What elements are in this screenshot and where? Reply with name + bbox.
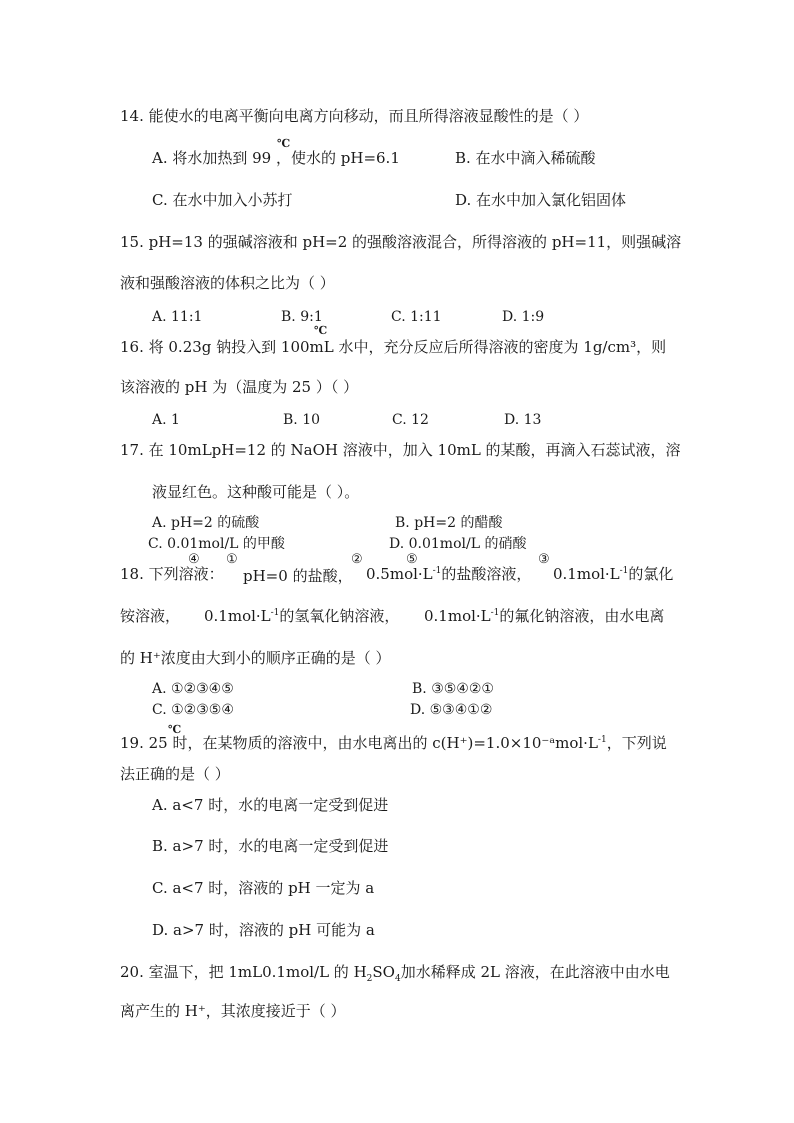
q16-stem-line1: 16. 将 0.23g 钠投入到 100mL 水中，充分反应后所得溶液的密度为 1g/cm³，则 bbox=[120, 338, 667, 356]
q19-option-d: D. a>7 时，溶液的 pH 可能为 a bbox=[152, 921, 375, 939]
q20-subscript-4: 4 bbox=[394, 974, 401, 984]
q18-solution-1: pH=0 的盐酸， bbox=[243, 567, 353, 585]
q19-stem-line1 bbox=[120, 733, 667, 753]
q15-stem-line2: 液和强酸溶液的体积之比为（ ） bbox=[120, 274, 335, 292]
q19-stem-exp: -1 bbox=[597, 735, 607, 745]
q19-option-c: C. a<7 时，溶液的 pH 一定为 a bbox=[152, 879, 375, 897]
q18-solution-5-conc: 0.1mol·L bbox=[424, 607, 491, 625]
circled-number-4: ④ bbox=[188, 552, 200, 567]
circled-number-2: ② bbox=[351, 552, 363, 567]
q18-stem-line3: 的 H⁺浓度由大到小的顺序正确的是（ ） bbox=[120, 649, 391, 667]
q17-option-b: B. pH=2 的醋酸 bbox=[395, 515, 503, 531]
q14-option-c: C. 在水中加入小苏打 bbox=[152, 191, 293, 209]
q15-option-d: D. 1:9 bbox=[502, 309, 545, 325]
q18-solution-5-name: 的氟化钠溶液，由水电离 bbox=[499, 607, 665, 625]
q17-option-d: D. 0.01mol/L 的硝酸 bbox=[389, 536, 527, 552]
q17-stem-line2: 液显红色。这种酸可能是（ ）。 bbox=[152, 483, 360, 501]
q15-option-b: B. 9:1 bbox=[281, 309, 323, 325]
q20-stem-end: 加水稀释成 2L 溶液，在此溶液中由水电 bbox=[400, 963, 670, 981]
q18-solution-5 bbox=[424, 606, 664, 626]
q18-solution-4 bbox=[204, 606, 399, 626]
q19-stem-line2: 法正确的是（ ） bbox=[120, 765, 230, 783]
q17-option-c: C. 0.01mol/L 的甲酸 bbox=[148, 536, 285, 552]
q16-degree-symbol: ℃ bbox=[314, 324, 328, 337]
q19-option-a: A. a<7 时，水的电离一定受到促进 bbox=[152, 796, 389, 814]
q18-option-a: A. ①②③④⑤ bbox=[152, 681, 234, 697]
q14-option-a: A. 将水加热到 99 ，使水的 pH=6.1 bbox=[152, 149, 400, 167]
q18-stem-prefix: 18. 下列溶液： bbox=[120, 565, 224, 583]
q17-stem-line1: 17. 在 10mLpH=12 的 NaOH 溶液中，加入 10mL 的某酸，再滴入石蕊试液，溶 bbox=[120, 441, 681, 459]
q18-option-c: C. ①②③⑤④ bbox=[152, 702, 234, 718]
circled-number-1: ① bbox=[226, 552, 238, 567]
q19-option-b: B. a>7 时，水的电离一定受到促进 bbox=[152, 837, 389, 855]
q14-stem: 14. 能使水的电离平衡向电离方向移动，而且所得溶液显酸性的是（ ） bbox=[120, 107, 589, 125]
q15-stem-line1: 15. pH=13 的强碱溶液和 pH=2 的强酸溶液混合，所得溶液的 pH=11，则强碱溶 bbox=[120, 233, 682, 251]
q18-solution-4-name: 的氢氧化钠溶液， bbox=[279, 607, 400, 625]
q14-degree-symbol: ℃ bbox=[277, 137, 291, 150]
circled-number-5: ⑤ bbox=[406, 552, 418, 567]
circled-number-3: ③ bbox=[538, 552, 550, 567]
q18-solution-5-exp: -1 bbox=[490, 608, 500, 618]
q19-stem-main: 19. 25 时，在某物质的溶液中，由水电离出的 c(H⁺)=1.0×10⁻ᵃmol·L bbox=[120, 734, 598, 752]
q18-option-d: D. ⑤③④①② bbox=[410, 702, 493, 718]
q18-solution-4-conc: 0.1mol·L bbox=[204, 607, 271, 625]
q16-option-d: D. 13 bbox=[504, 412, 542, 428]
q20-stem-start: 20. 室温下，把 1mL0.1mol/L 的 H bbox=[120, 963, 367, 981]
q14-option-d: D. 在水中加入氯化铝固体 bbox=[455, 191, 627, 209]
q18-solution-4-exp: -1 bbox=[270, 608, 280, 618]
q18-solution-2 bbox=[366, 564, 531, 584]
q14-option-b: B. 在水中滴入稀硫酸 bbox=[455, 149, 596, 167]
q18-option-b: B. ③⑤④②① bbox=[412, 681, 494, 697]
q16-option-b: B. 10 bbox=[283, 412, 321, 428]
q20-stem-line1 bbox=[120, 962, 670, 982]
q19-degree-symbol: ℃ bbox=[168, 723, 182, 736]
q15-option-a: A. 11:1 bbox=[152, 309, 203, 325]
q19-stem-tail: ，下列说 bbox=[606, 734, 667, 752]
q18-line2-prefix: 铵溶液， bbox=[120, 607, 181, 625]
q20-subscript-2: 2 bbox=[366, 974, 373, 984]
q18-solution-3-name: 的氯化 bbox=[628, 565, 674, 583]
q20-stem-so: SO bbox=[372, 963, 395, 981]
q18-solution-3-exp: -1 bbox=[619, 566, 629, 576]
q15-option-c: C. 1:11 bbox=[391, 309, 442, 325]
q18-solution-2-exp: -1 bbox=[432, 566, 442, 576]
q18-solution-2-conc: 0.5mol·L bbox=[366, 565, 433, 583]
q16-option-a: A. 1 bbox=[152, 412, 180, 428]
q16-stem-line2: 该溶液的 pH 为（温度为 25 ）（ ） bbox=[120, 378, 359, 396]
q18-solution-3-conc: 0.1mol·L bbox=[553, 565, 620, 583]
q18-solution-3 bbox=[553, 564, 673, 584]
q20-stem-line2: 离产生的 H⁺，其浓度接近于（ ） bbox=[120, 1002, 346, 1020]
q18-solution-2-name: 的盐酸溶液， bbox=[441, 565, 532, 583]
q16-option-c: C. 12 bbox=[392, 412, 429, 428]
q17-option-a: A. pH=2 的硫酸 bbox=[152, 515, 260, 531]
